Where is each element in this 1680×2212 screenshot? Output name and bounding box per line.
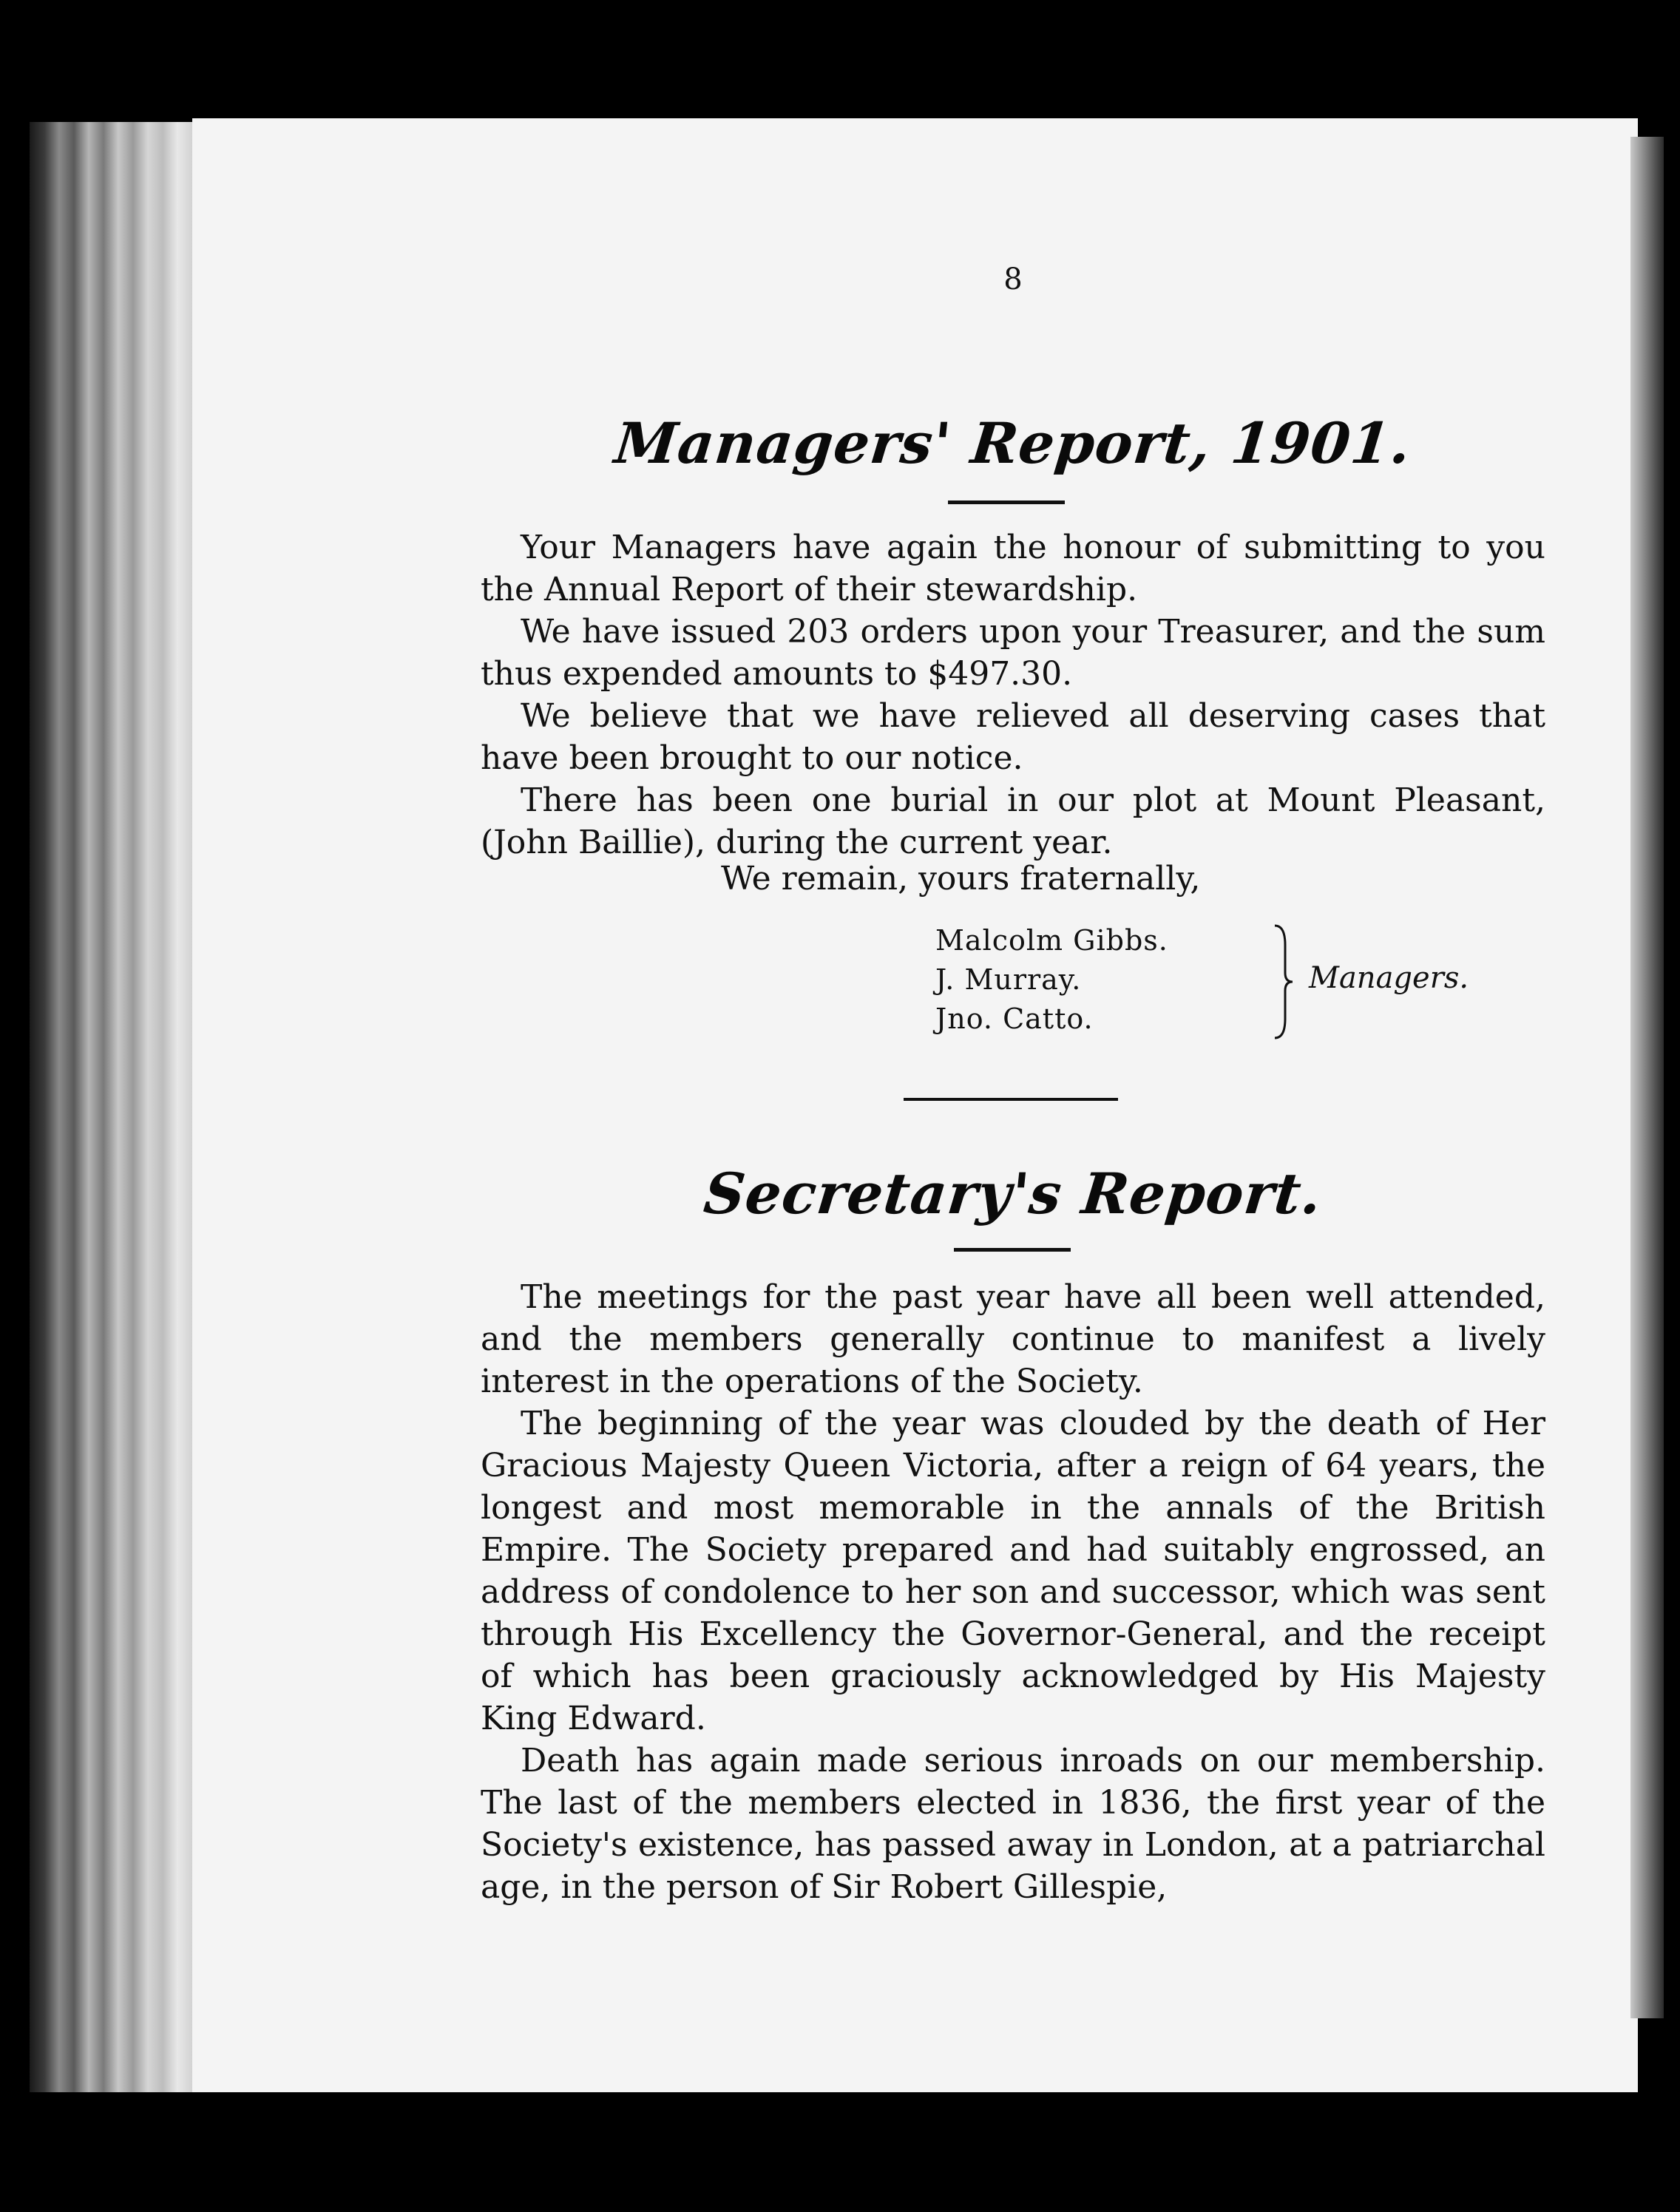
secretary-report-body [481,1276,1545,1908]
closing-line: We remain, yours fraternally, [721,860,1201,898]
signatory-name: J. Murray. [935,963,1082,996]
heading-rule [948,501,1065,504]
managers-report-heading: Managers' Report, 1901. [612,410,1415,476]
paragraph: We believe that we have relieved all deserving cases that have been brought to our notice. [481,697,1545,777]
secretary-report-heading: Secretary's Report. [700,1161,1326,1227]
brace-icon [1272,923,1294,1041]
page-number: 8 [1003,262,1023,296]
paragraph: There has been one burial in our plot at Mount Pleasant, (John Baillie), during the current year. [481,781,1545,861]
paragraph: The beginning of the year was clouded by the death of Her Gracious Majesty Queen Victoria, after a reign of 64 years, the longest and most memorable in the annals of the British Empire. The Society prepared and had suitably engrossed, an address of condolence to her son and successor, which was sent through His Excellency the Governor-General, and the receipt of which has been graciously acknowledged by His Majesty King Edward. [481,1405,1545,1737]
managers-role-label: Managers. [1309,961,1469,995]
paragraph: The meetings for the past year have all been well attended, and the members generally continue to manifest a lively interest in the operations of the Society. [481,1278,1545,1400]
managers-report-body [481,526,1545,864]
book-right-edge [1630,137,1664,2018]
paragraph: We have issued 203 orders upon your Treasurer, and the sum thus expended amounts to $497.30. [481,613,1545,693]
heading-rule [954,1248,1071,1252]
signatory-name: Malcolm Gibbs. [935,924,1168,957]
book-page-edges [30,122,207,2092]
signatory-name: Jno. Catto. [935,1002,1094,1035]
paragraph: Death has again made serious inroads on our membership. The last of the members elected in 1836, the first year of the Society's existence, has passed away in London, at a patriarchal age, in the person of Sir Robert Gillespie, [481,1742,1545,1906]
paragraph: Your Managers have again the honour of submitting to you the Annual Report of their stewardship. [481,529,1545,608]
section-divider [904,1098,1118,1101]
